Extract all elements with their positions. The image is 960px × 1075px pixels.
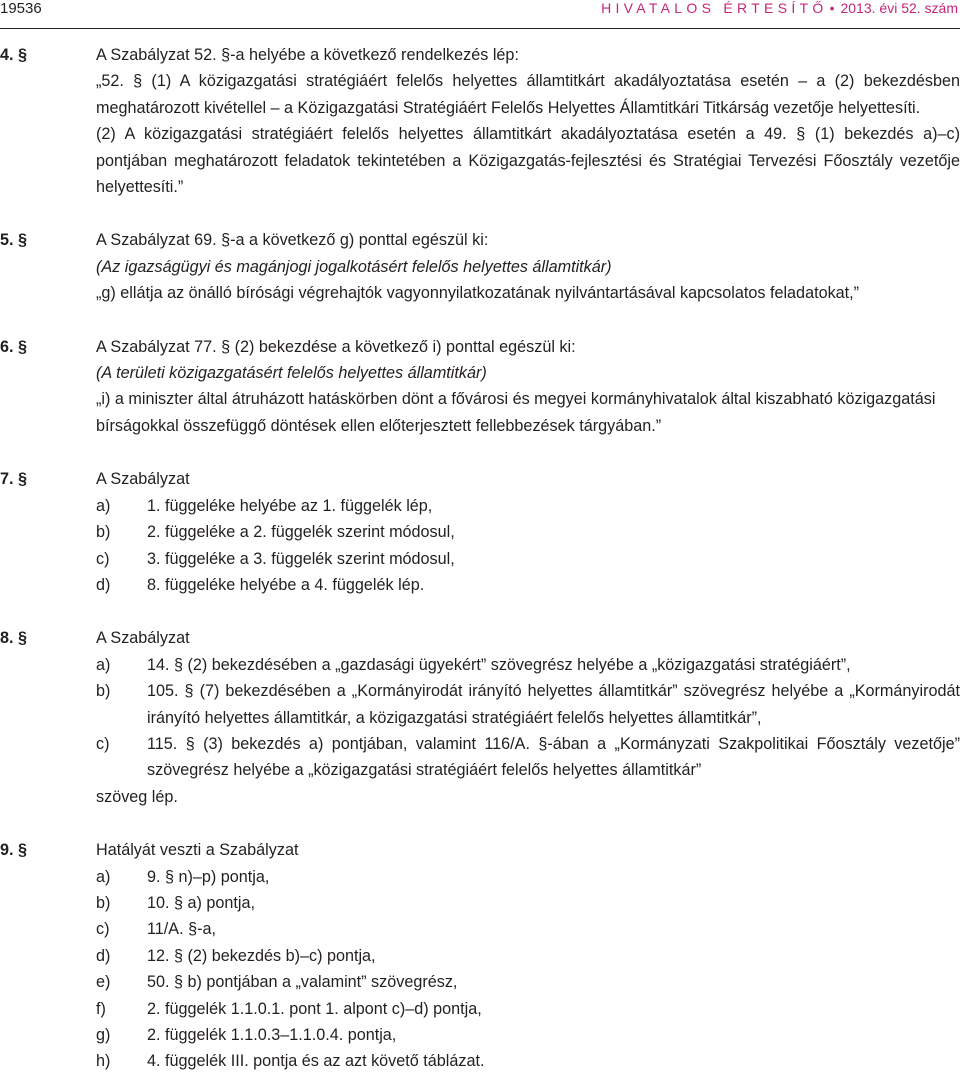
section-9	[0, 837, 960, 1075]
section-lead: A Szabályzat 69. §-a a következő g) ponttal egészül ki:	[96, 231, 489, 250]
item-letter: a)	[96, 655, 111, 674]
item-text: 8. függeléke helyébe a 4. függelék lép.	[147, 575, 425, 594]
item-text: 12. § (2) bekezdés b)–c) pontja,	[147, 946, 376, 965]
item-letter: b)	[96, 523, 111, 542]
section-lead: Hatályát veszti a Szabályzat	[96, 841, 299, 860]
section-tail: szöveg lép.	[96, 787, 178, 806]
item-letter: c)	[96, 920, 110, 939]
section-7	[0, 466, 960, 598]
item-letter: c)	[96, 734, 110, 753]
list-item	[0, 572, 960, 598]
list-item	[0, 678, 960, 731]
paragraph-2: (2) A közigazgatási stratégiáért felelős helyettes államtitkárt akadályoztatása esetén a 49. § (1) bekezdés a)–c) pontjában meghatározott feladatok tekintetében a Közigazgatás-fejlesztési és Stratégiai Tervezési Főosztály vezetője helyettesíti.”	[96, 125, 960, 197]
list-item	[0, 943, 960, 969]
item-letter: e)	[96, 973, 111, 992]
list-item	[0, 1022, 960, 1048]
section-8	[0, 625, 960, 810]
item-text: 10. § a) pontja,	[147, 893, 255, 912]
section-4	[0, 42, 960, 200]
item-text: 2. függeléke a 2. függelék szerint módosul,	[147, 523, 455, 542]
list-item	[0, 652, 960, 678]
italic-context: (A területi közigazgatásért felelős helyettes államtitkár)	[96, 364, 487, 383]
item-text: 2. függelék 1.1.0.3–1.1.0.4. pontja,	[147, 1026, 397, 1044]
section-lead: A Szabályzat 52. §-a helyébe a következő rendelkezés lép:	[96, 46, 519, 64]
item-text: 11/A. §-a,	[147, 920, 216, 939]
item-text: 50. § b) pontjában a „valamint” szövegrész,	[147, 973, 458, 992]
list-item	[0, 916, 960, 942]
section-5	[0, 227, 960, 306]
item-letter: f)	[96, 999, 106, 1018]
section-number: 6. §	[0, 337, 28, 356]
page-header	[0, 0, 960, 29]
item-letter: c)	[96, 549, 110, 568]
item-letter: d)	[96, 946, 111, 965]
issue-label: 2013. évi 52. szám	[840, 0, 958, 16]
item-letter: h)	[96, 1052, 111, 1071]
list-item	[0, 996, 960, 1022]
item-text: 1. függeléke helyébe az 1. függelék lép,	[147, 496, 433, 515]
list-item	[0, 519, 960, 545]
list-item	[0, 969, 960, 995]
item-letter: a)	[96, 496, 111, 515]
page-number: 19536	[0, 0, 42, 17]
item-text: 9. § n)–p) pontja,	[147, 867, 270, 886]
list-item	[0, 731, 960, 784]
section-number: 9. §	[0, 841, 28, 860]
item-text: 14. § (2) bekezdésében a „gazdasági ügyekért” szövegrész helyébe a „közigazgatási stratégiáért”,	[147, 655, 851, 674]
section-lead: A Szabályzat	[96, 470, 190, 489]
paragraph-1: „52. § (1) A közigazgatási stratégiáért felelős helyettes államtitkárt akadályoztatása esetén – a (2) bekezdésben meghatározott kivétellel – a Közigazgatási Stratégiáért Felelős Helyettes Államtitkári Titkárság vezetője helyettesíti.	[96, 72, 960, 117]
item-letter: b)	[96, 893, 111, 912]
running-header	[601, 0, 958, 16]
amendment-text: „i) a miniszter által átruházott hatáskörben dönt a fővárosi és megyei kormányhivatalok által kiszabható közigazgatási bírságokkal összefüggő döntések ellen előterjesztett fellebbezések tárgyában.”	[96, 390, 936, 435]
list-item	[0, 546, 960, 572]
list-item	[0, 864, 960, 890]
section-6	[0, 334, 960, 440]
item-text: 2. függelék 1.1.0.1. pont 1. alpont c)–d) pontja,	[147, 999, 482, 1018]
journal-name: HIVATALOS ÉRTESÍTŐ	[601, 0, 828, 16]
item-letter: b)	[96, 682, 111, 701]
item-letter: a)	[96, 867, 111, 886]
section-number: 7. §	[0, 470, 28, 489]
document-body	[0, 42, 960, 1075]
italic-context: (Az igazságügyi és magánjogi jogalkotásért felelős helyettes államtitkár)	[96, 257, 612, 276]
section-number: 4. §	[0, 46, 28, 64]
section-lead: A Szabályzat	[96, 629, 190, 648]
list-item	[0, 1048, 960, 1074]
list-item	[0, 890, 960, 916]
item-text: 115. § (3) bekezdés a) pontjában, valamint 116/A. §-ában a „Kormányzati Szakpolitikai Főosztály vezetője” szövegrész helyébe a „közigazgatási stratégiáért felelős helyettes államtitkár”	[147, 734, 960, 780]
section-number: 8. §	[0, 629, 28, 648]
item-text: 3. függeléke a 3. függelék szerint módosul,	[147, 549, 455, 568]
item-text: 4. függelék III. pontja és az azt követő táblázat.	[147, 1052, 485, 1071]
item-text: 105. § (7) bekezdésében a „Kormányirodát irányító helyettes államtitkár” szövegrész helyébe a „Kormányirodát irányító helyettes államtitkár, a közigazgatási stratégiáért felelős helyettes államtitkár”,	[147, 682, 960, 727]
section-lead: A Szabályzat 77. § (2) bekezdése a következő i) ponttal egészül ki:	[96, 337, 576, 356]
separator-bullet: •	[829, 0, 835, 16]
item-letter: g)	[96, 1026, 111, 1044]
amendment-text: „g) ellátja az önálló bírósági végrehajtók vagyonnyilatkozatának nyilvántartásával kapcsolatos feladatokat,”	[96, 284, 860, 303]
item-letter: d)	[96, 575, 111, 594]
list-item	[0, 493, 960, 519]
section-number: 5. §	[0, 231, 28, 250]
